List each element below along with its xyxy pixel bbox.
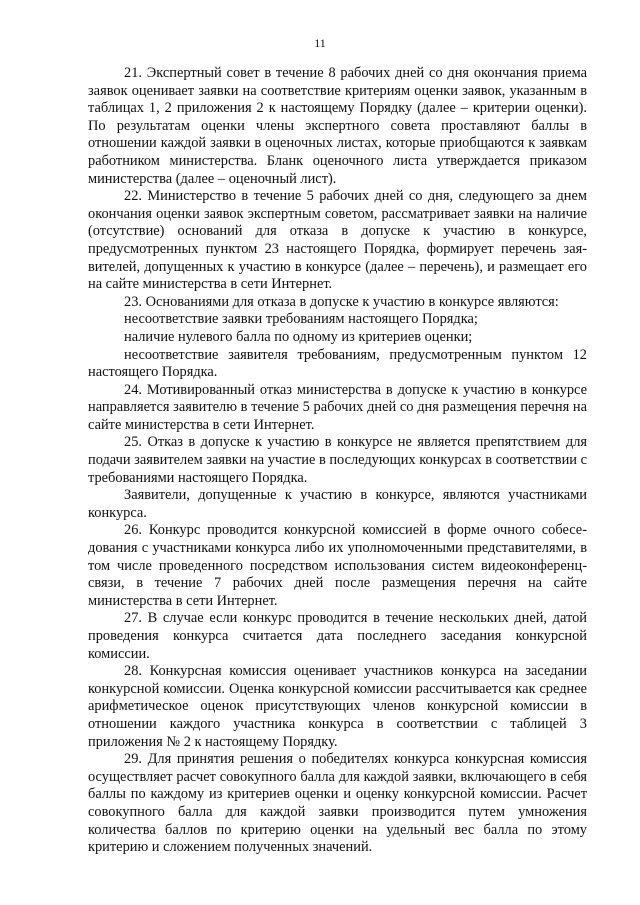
paragraph-25: 25. Отказ в допуске к участию в конкурсе не является препятствием для подачи заявителем заявки на участие в последующих конкурсах в соответствии с требованиями настоящего Порядка. [88, 434, 587, 486]
paragraph-21: 21. Экспертный совет в течение 8 рабочих дней со дня окончания приема заявок оценивает заявки на соответствие критериям оценки заявок, указанным в таблицах 1, 2 приложения 2 к настоящему Порядку (далее – критерии оценки). По результатам оценки члены экспертного совета проставляют баллы в отношении каждой заявки в оценочных листах, которые приобщаются к заявкам работником министерства. Бланк оценочного листа утверждается приказом министерства (далее – оценочный лист). [88, 65, 587, 187]
paragraph-28: 28. Конкурсная комиссия оценивает участников конкурса на заседании конкурсной комиссии. Оценка конкурсной комиссии рассчитывается как среднее арифметическое оценок присутствующих членов конкурсной комиссии в отношении каждого участника конкурса в соответствии с таблицей 3 приложения № 2 к настоящему Порядку. [88, 663, 587, 750]
paragraph-29: 29. Для принятия решения о победителях конкурса конкурсная комиссия осуществляет расчет совокупного балла для каждой заявки, включающего в себя баллы по каждому из критериев оценки и оценку конкурсной комиссии. Расчет совокупного балла для каждой заявки производится путем умножения количества баллов по критерию оценки на удельный вес балла по этому критерию и сложением полученных значений. [88, 751, 587, 856]
paragraph-22: 22. Министерство в течение 5 рабочих дней со дня, следующего за днем окончания оценки заявок экспертным советом, рассматривает заявки на наличие (отсутствие) оснований для отказа в допуске к участию в конкурсе, предусмотренных пунктом 23 настоящего Порядка, формирует перечень заявителей, допущенных к участию в конкурсе (далее – перечень), и размещает его на сайте министерства в сети Интернет. [88, 188, 587, 293]
document-body [88, 65, 587, 857]
paragraph-27: 27. В случае если конкурс проводится в течение нескольких дней, датой проведения конкурса считается дата последнего заседания конкурсной комиссии. [88, 610, 587, 662]
paragraph-24: 24. Мотивированный отказ министерства в допуске к участию в конкурсе направляется заявителю в течение 5 рабочих дней со дня размещения перечня на сайте министерства в сети Интернет. [88, 381, 587, 433]
paragraph-23: 23. Основаниями для отказа в допуске к участию в конкурсе являются: [124, 293, 559, 310]
paragraph-25-note: Заявители, допущенные к участию в конкурсе, являются участниками конкурса. [88, 487, 587, 521]
paragraph-26: 26. Конкурс проводится конкурсной комиссией в форме очного собеседования с участниками конкурса либо их уполномоченными представителями, в том числе проведенного посредством использования систем видеоконференц-связи, в течение 7 рабочих дней после размещения перечня на сайте министерства в сети Интернет. [88, 522, 587, 609]
paragraph-23-item-1: несоответствие заявки требованиям настоящего Порядка; [124, 311, 478, 328]
paragraph-23-item-2: наличие нулевого балла по одному из критериев оценки; [124, 328, 473, 345]
paragraph-23-item-3: несоответствие заявителя требованиям, предусмотренным пунктом 12 настоящего Порядка. [88, 346, 587, 381]
page-number: 11 [314, 36, 326, 50]
